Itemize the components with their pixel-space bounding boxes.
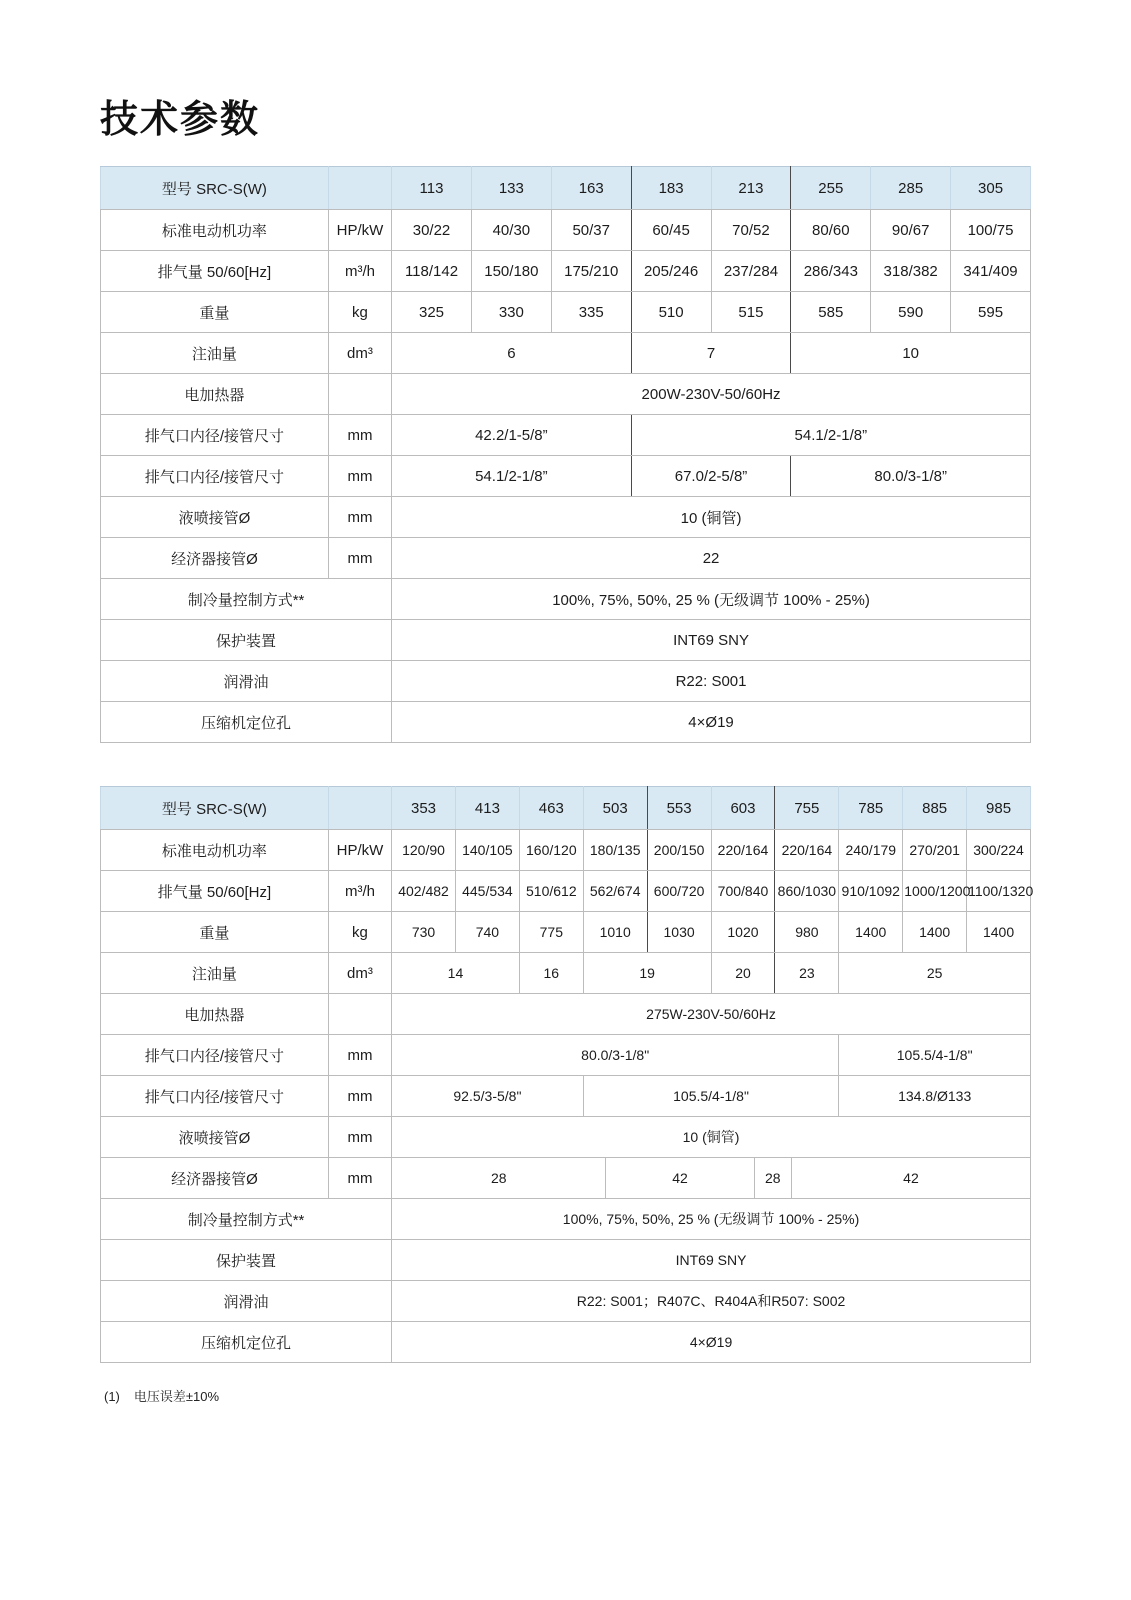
value-cell: 585 xyxy=(791,292,871,333)
row-label-cell: 润滑油 xyxy=(101,1281,392,1322)
footnote-marker: (1) xyxy=(104,1389,120,1404)
unit-cell: HP/kW xyxy=(328,210,391,251)
row-label-cell: 排气量 50/60[Hz] xyxy=(101,871,329,912)
value-cell: 4×Ø19 xyxy=(392,702,1031,743)
value-cell: 270/201 xyxy=(903,830,967,871)
value-cell: 180/135 xyxy=(583,830,647,871)
table-header-label: 型号 SRC-S(W) xyxy=(101,787,329,830)
value-cell: 134.8/Ø133 xyxy=(839,1076,1031,1117)
model-header-cell: 353 xyxy=(392,787,456,830)
value-cell: 205/246 xyxy=(631,251,711,292)
row-label-cell: 排气量 50/60[Hz] xyxy=(101,251,329,292)
value-cell: 7 xyxy=(631,333,791,374)
value-cell: 40/30 xyxy=(471,210,551,251)
value-cell: 1400 xyxy=(903,912,967,953)
value-cell: 510/612 xyxy=(519,871,583,912)
value-cell: 330 xyxy=(471,292,551,333)
model-header-cell: 285 xyxy=(871,167,951,210)
value-cell: R22: S001 xyxy=(392,661,1031,702)
row-label-cell: 压缩机定位孔 xyxy=(101,702,392,743)
model-header-cell: 133 xyxy=(471,167,551,210)
value-cell: 595 xyxy=(951,292,1031,333)
row-label-cell: 电加热器 xyxy=(101,994,329,1035)
value-cell: 200W-230V-50/60Hz xyxy=(392,374,1031,415)
value-cell: 23 xyxy=(775,953,839,994)
value-cell: 42 xyxy=(903,1170,919,1186)
value-cell: 600/720 xyxy=(647,871,711,912)
value-cell: 92.5/3-5/8" xyxy=(392,1076,584,1117)
value-cell: 10 (铜管) xyxy=(392,1117,1031,1158)
value-cell: 50/37 xyxy=(551,210,631,251)
model-header-cell: 885 xyxy=(903,787,967,830)
row-label-cell: 经济器接管Ø xyxy=(101,538,329,579)
value-cell: 16 xyxy=(519,953,583,994)
row-label-cell: 注油量 xyxy=(101,333,329,374)
unit-cell: mm xyxy=(328,497,391,538)
row-label-cell: 压缩机定位孔 xyxy=(101,1322,392,1363)
unit-cell: m³/h xyxy=(328,871,391,912)
value-cell: 445/534 xyxy=(455,871,519,912)
value-cell: 1000/1200 xyxy=(903,871,967,912)
value-cell: 54.1/2-1/8” xyxy=(631,415,1030,456)
value-cell: 120/90 xyxy=(392,830,456,871)
value-cell: 325 xyxy=(392,292,472,333)
row-label-cell: 电加热器 xyxy=(101,374,329,415)
value-cell: 22 xyxy=(392,538,1031,579)
model-header-cell: 413 xyxy=(455,787,519,830)
value-cell: 80/60 xyxy=(791,210,871,251)
value-cell: 20 xyxy=(711,953,775,994)
model-header-cell: 163 xyxy=(551,167,631,210)
value-cell: 1010 xyxy=(583,912,647,953)
value-cell: 318/382 xyxy=(871,251,951,292)
value-cell: 730 xyxy=(392,912,456,953)
value-cell: 10 (铜管) xyxy=(392,497,1031,538)
unit-cell xyxy=(328,374,391,415)
value-cell: 1400 xyxy=(839,912,903,953)
header-unit-cell xyxy=(328,167,391,210)
value-cell: 402/482 xyxy=(392,871,456,912)
unit-cell: dm³ xyxy=(328,333,391,374)
model-header-cell: 503 xyxy=(583,787,647,830)
unit-cell: mm xyxy=(328,1076,391,1117)
value-cell: 10 xyxy=(791,333,1031,374)
model-header-cell: 985 xyxy=(967,787,1031,830)
row-label-cell: 标准电动机功率 xyxy=(101,210,329,251)
row-label-cell: 排气口内径/接管尺寸 xyxy=(101,1076,329,1117)
unit-cell: m³/h xyxy=(328,251,391,292)
value-cell: 54.1/2-1/8” xyxy=(392,456,632,497)
row-label-cell: 制冷量控制方式** xyxy=(101,579,392,620)
row-label-cell: 注油量 xyxy=(101,953,329,994)
row-label-cell: 重量 xyxy=(101,912,329,953)
row-label-cell: 重量 xyxy=(101,292,329,333)
spec-table-small-models xyxy=(100,166,1031,743)
value-cell: 1400 xyxy=(967,912,1031,953)
model-header-cell: 463 xyxy=(519,787,583,830)
value-cell: 80.0/3-1/8" xyxy=(392,1035,839,1076)
model-header-cell: 603 xyxy=(711,787,775,830)
value-cell: 335 xyxy=(551,292,631,333)
value-cell: 90/67 xyxy=(871,210,951,251)
value-cell: INT69 SNY xyxy=(392,1240,1031,1281)
model-header-cell: 255 xyxy=(791,167,871,210)
row-label-cell: 排气口内径/接管尺寸 xyxy=(101,1035,329,1076)
value-cell: 118/142 xyxy=(392,251,472,292)
footnote xyxy=(104,1386,219,1405)
model-header-cell: 785 xyxy=(839,787,903,830)
row-label-cell: 经济器接管Ø xyxy=(101,1158,329,1199)
value-cell: 590 xyxy=(871,292,951,333)
value-cell: 100%, 75%, 50%, 25 % (无级调节 100% - 25%) xyxy=(392,1199,1031,1240)
value-cell: 775 xyxy=(519,912,583,953)
value-cell: 1100/1320 xyxy=(967,871,1031,912)
unit-cell: mm xyxy=(328,1035,391,1076)
row-label-cell: 润滑油 xyxy=(101,661,392,702)
value-cell: 237/284 xyxy=(711,251,791,292)
row-label-cell: 排气口内径/接管尺寸 xyxy=(101,415,329,456)
value-cell: 80.0/3-1/8” xyxy=(791,456,1031,497)
value-cell: 160/120 xyxy=(519,830,583,871)
value-cell: 28 xyxy=(755,1158,792,1198)
footnote-text: 电压误差±10% xyxy=(133,1389,220,1404)
value-cell: 341/409 xyxy=(951,251,1031,292)
value-cell: 286/343 xyxy=(791,251,871,292)
value-cell: 60/45 xyxy=(631,210,711,251)
value-cell: 300/224 xyxy=(967,830,1031,871)
unit-cell: HP/kW xyxy=(328,830,391,871)
table-header-label: 型号 SRC-S(W) xyxy=(101,167,329,210)
value-cell: 175/210 xyxy=(551,251,631,292)
unit-cell: mm xyxy=(328,1158,391,1199)
value-cell: 30/22 xyxy=(392,210,472,251)
value-cell: 860/1030 xyxy=(775,871,839,912)
unit-cell: mm xyxy=(328,456,391,497)
value-cell: 140/105 xyxy=(455,830,519,871)
page-title: 技术参数 xyxy=(100,99,261,141)
row-label-cell: 液喷接管Ø xyxy=(101,1117,329,1158)
spec-table-large-models xyxy=(100,786,1034,1363)
unit-cell: mm xyxy=(328,538,391,579)
value-cell: 42 xyxy=(606,1158,754,1198)
value-cell: 515 xyxy=(711,292,791,333)
row-label-cell: 标准电动机功率 xyxy=(101,830,329,871)
unit-cell xyxy=(328,994,391,1035)
value-cell: 240/179 xyxy=(839,830,903,871)
value-cell: 150/180 xyxy=(471,251,551,292)
model-header-cell: 553 xyxy=(647,787,711,830)
unit-cell: kg xyxy=(328,292,391,333)
value-cell: R22: S001；R407C、R404A和R507: S002 xyxy=(392,1281,1031,1322)
row-label-cell: 保护装置 xyxy=(101,1240,392,1281)
value-cell: 25 xyxy=(839,953,1031,994)
value-cell: 200/150 xyxy=(647,830,711,871)
header-unit-cell xyxy=(328,787,391,830)
value-cell: 14 xyxy=(392,953,520,994)
unit-cell: kg xyxy=(328,912,391,953)
row-label-cell: 制冷量控制方式** xyxy=(101,1199,392,1240)
value-cell: 1020 xyxy=(711,912,775,953)
unit-cell: mm xyxy=(328,415,391,456)
model-header-cell: 213 xyxy=(711,167,791,210)
model-header-cell: 113 xyxy=(392,167,472,210)
unit-cell: dm³ xyxy=(328,953,391,994)
value-cell: 275W-230V-50/60Hz xyxy=(392,994,1031,1035)
value-cell: 562/674 xyxy=(583,871,647,912)
unit-cell: mm xyxy=(328,1117,391,1158)
model-header-cell: 755 xyxy=(775,787,839,830)
value-cell: 220/164 xyxy=(711,830,775,871)
value-cell: 510 xyxy=(631,292,711,333)
value-cell: 100%, 75%, 50%, 25 % (无级调节 100% - 25%) xyxy=(392,579,1031,620)
value-cell: 70/52 xyxy=(711,210,791,251)
value-cell: 105.5/4-1/8" xyxy=(839,1035,1031,1076)
model-header-cell: 305 xyxy=(951,167,1031,210)
value-cell: 100/75 xyxy=(951,210,1031,251)
value-cell: 19 xyxy=(583,953,711,994)
value-cell: 28 xyxy=(392,1158,606,1198)
value-cell: 4×Ø19 xyxy=(392,1322,1031,1363)
value-cell: 105.5/4-1/8" xyxy=(583,1076,839,1117)
model-header-cell: 183 xyxy=(631,167,711,210)
row-label-cell: 保护装置 xyxy=(101,620,392,661)
value-cell: 980 xyxy=(775,912,839,953)
value-cell: INT69 SNY xyxy=(392,620,1031,661)
value-cell: 67.0/2-5/8” xyxy=(631,456,791,497)
value-cell: 220/164 xyxy=(775,830,839,871)
value-cell: 42.2/1-5/8” xyxy=(392,415,632,456)
value-cell: 740 xyxy=(455,912,519,953)
value-cell: 6 xyxy=(392,333,632,374)
value-cell xyxy=(392,1158,1031,1199)
row-label-cell: 液喷接管Ø xyxy=(101,497,329,538)
row-label-cell: 排气口内径/接管尺寸 xyxy=(101,456,329,497)
value-cell: 700/840 xyxy=(711,871,775,912)
value-cell: 1030 xyxy=(647,912,711,953)
value-cell: 910/1092 xyxy=(839,871,903,912)
